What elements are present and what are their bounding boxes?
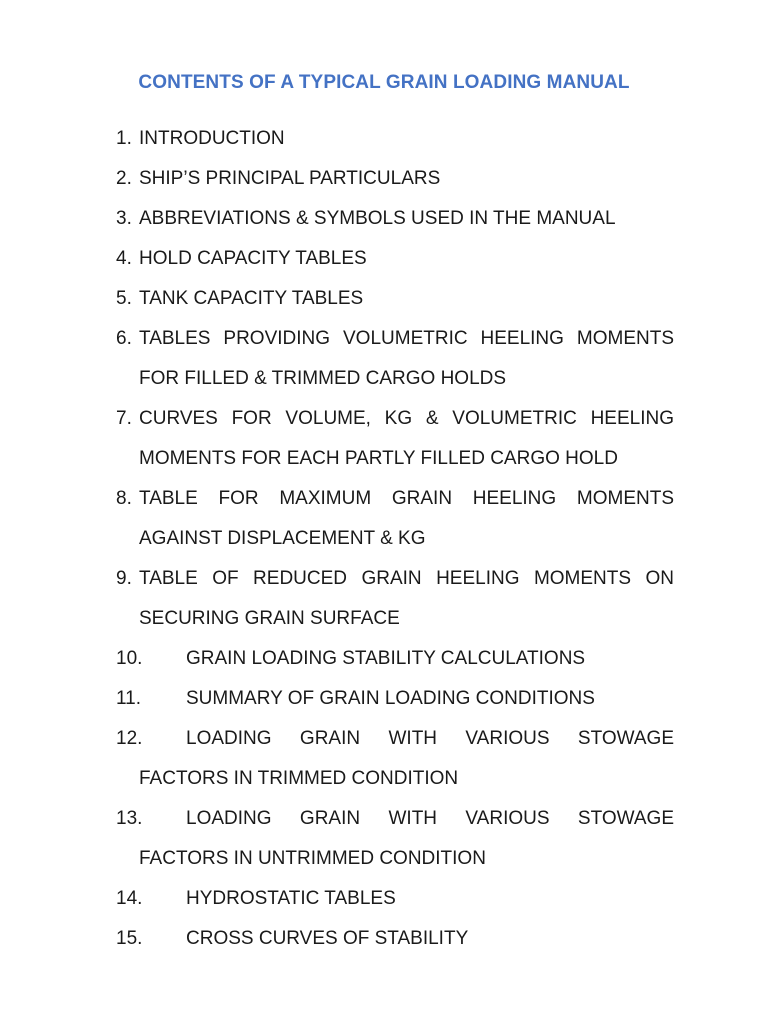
list-item [116, 199, 674, 239]
list-item [116, 479, 674, 559]
list-item [116, 279, 674, 319]
item-text: TABLE OF REDUCED GRAIN HEELING MOMENTS ON SECURING GRAIN SURFACE [139, 568, 674, 629]
item-number: 9. [116, 568, 132, 589]
item-text: LOADING GRAIN WITH VARIOUS STOWAGE FACTORS IN UNTRIMMED CONDITION [139, 808, 674, 869]
list-item [116, 919, 674, 959]
item-number: 5. [116, 288, 132, 309]
item-text: ABBREVIATIONS & SYMBOLS USED IN THE MANUAL [139, 208, 616, 229]
list-item [116, 319, 674, 399]
item-number: 11. [116, 688, 142, 709]
list-item [116, 159, 674, 199]
item-number: 4. [116, 248, 132, 269]
item-text: TABLES PROVIDING VOLUMETRIC HEELING MOMENTS FOR FILLED & TRIMMED CARGO HOLDS [139, 328, 674, 389]
contents-list [116, 119, 674, 959]
list-item [116, 239, 674, 279]
item-number: 10. [116, 648, 143, 669]
item-text: LOADING GRAIN WITH VARIOUS STOWAGE FACTORS IN TRIMMED CONDITION [139, 728, 674, 789]
list-item [116, 119, 674, 159]
item-text: TANK CAPACITY TABLES [139, 288, 364, 309]
item-text: INTRODUCTION [139, 128, 285, 149]
item-text: CURVES FOR VOLUME, KG & VOLUMETRIC HEELING MOMENTS FOR EACH PARTLY FILLED CARGO HOLD [139, 408, 674, 469]
list-item [116, 799, 674, 879]
item-text: SUMMARY OF GRAIN LOADING CONDITIONS [186, 688, 595, 709]
list-item [116, 879, 674, 919]
item-text: HOLD CAPACITY TABLES [139, 248, 367, 269]
list-item [116, 679, 674, 719]
list-item [116, 719, 674, 799]
item-number: 7. [116, 408, 132, 429]
item-text: CROSS CURVES OF STABILITY [186, 928, 469, 949]
item-number: 12. [116, 728, 143, 749]
item-text: HYDROSTATIC TABLES [186, 888, 396, 909]
item-number: 1. [116, 128, 132, 149]
list-item [116, 639, 674, 679]
item-number: 13. [116, 808, 143, 829]
item-text: GRAIN LOADING STABILITY CALCULATIONS [186, 648, 586, 669]
list-item [116, 559, 674, 639]
item-text: SHIP’S PRINCIPAL PARTICULARS [139, 168, 441, 189]
page-title: CONTENTS OF A TYPICAL GRAIN LOADING MANUAL [138, 72, 630, 93]
item-text: TABLE FOR MAXIMUM GRAIN HEELING MOMENTS AGAINST DISPLACEMENT & KG [139, 488, 674, 549]
item-number: 3. [116, 208, 132, 229]
item-number: 6. [116, 328, 132, 349]
list-item [116, 399, 674, 479]
item-number: 14. [116, 888, 143, 909]
item-number: 15. [116, 928, 143, 949]
item-number: 2. [116, 168, 132, 189]
item-number: 8. [116, 488, 132, 509]
